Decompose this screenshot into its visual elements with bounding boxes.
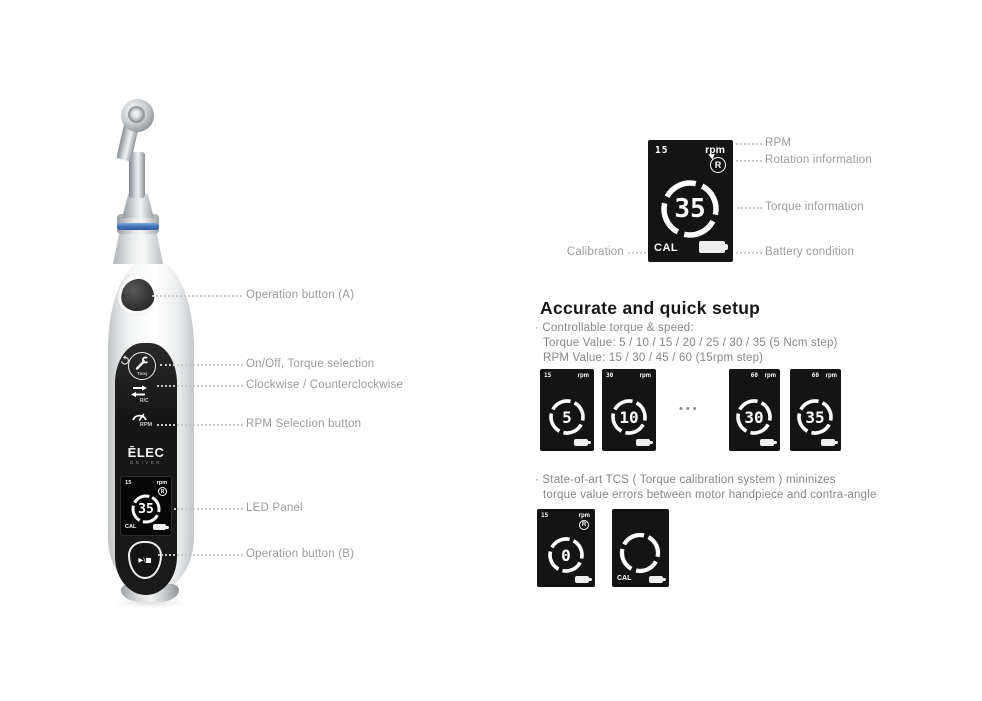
rpm-label: RPM [139,422,153,428]
torque-select-button [128,352,156,380]
screen-rpm-unit: rpm [578,513,590,519]
screen-rpm-unit: rpm [825,373,837,379]
callout-calibration: Calibration [566,246,624,258]
contra-angle-head-cap [128,106,145,123]
cal-label: CAL [654,242,679,254]
battery-icon [575,576,589,583]
led-battery-icon [153,524,166,530]
brand-logo [115,446,177,466]
battery-icon [649,576,663,583]
ellipsis: ••• [679,403,700,415]
lcd-display-main [648,140,733,262]
lcd-display-calibration-0 [537,509,595,587]
callout-on-off-torque: On/Off, Torque selection [246,358,375,370]
display-rpm-unit: rpm [705,144,725,156]
empty-ring [617,530,663,576]
lcd-display-calibration-empty [612,509,669,587]
callout-battery: Battery condition [765,246,855,258]
screen-rpm-unit: rpm [577,373,589,379]
lcd-display-torque-10 [602,369,656,451]
leader-line [174,508,243,510]
lcd-display-torque-5 [540,369,594,451]
screen-rpm-value: 30 [606,372,614,379]
battery-icon [699,241,725,253]
torque-value: 35 [805,407,825,427]
rpm-values-line: RPM Value: 15 / 30 / 45 / 60 (15rpm step) [543,352,764,364]
battery-icon [636,439,650,446]
rotation-icon: R [710,157,726,173]
led-cal-label: CAL [125,523,137,530]
callout-led-panel: LED Panel [246,502,303,514]
torque-value: 5 [562,407,572,427]
display-rpm-value: 15 [655,145,669,156]
torque-value: 10 [619,407,639,427]
screen-rpm-unit: rpm [764,373,776,379]
control-panel [115,343,177,595]
screen-rpm-value: 60 [811,372,819,379]
screen-rpm-value: 60 [750,372,758,379]
torque-value: 35 [674,194,706,224]
callout-cw-ccw: Clockwise / Counterclockwise [246,379,404,391]
tcs-line-2: torque value errors between motor handpiece and contra-angle [543,489,877,501]
leader-line [736,252,762,254]
callout-rpm: RPM [765,137,792,149]
handpiece-flare [113,232,163,264]
controllable-line: · Controllable torque & speed: [535,322,694,334]
screen-rpm-value: 15 [541,512,549,519]
play-stop-icon: ▶\■ [138,556,152,564]
battery-icon [574,439,588,446]
callout-rotation: Rotation information [765,154,872,166]
leader-line [157,424,243,426]
cal-label: CAL [617,575,632,582]
leader-line [628,252,646,254]
leader-line [158,554,243,556]
leader-line [736,143,762,145]
brand-logo-subtext: DRIVER [129,460,162,465]
led-rpm-unit: rpm [156,480,167,486]
leader-line [160,364,243,366]
battery-icon [760,439,774,446]
rotation-icon: R [579,520,589,530]
screen-rpm-unit: rpm [639,373,651,379]
torque-value: 0 [561,545,571,565]
callout-operation-a: Operation button (A) [246,289,355,301]
leader-line [738,207,762,209]
torque-values-line: Torque Value: 5 / 10 / 15 / 20 / 25 / 30 / 35 (5 Ncm step) [543,337,838,349]
leader-line [152,295,242,297]
blue-ring [117,223,159,230]
screen-rpm-value: 15 [544,372,552,379]
lcd-display-torque-35 [790,369,841,451]
lcd-display-torque-30 [729,369,780,451]
tcs-line-1: · State-of-art TCS ( Torque calibration system ) mininizes [535,474,836,486]
torq-label: Torq [137,370,147,376]
torque-value: 30 [744,407,764,427]
led-panel [120,476,172,536]
led-rpm-value: 15 [125,480,132,486]
rpm-gauge-icon [131,410,148,421]
section-title: Accurate and quick setup [540,298,761,318]
leader-line [157,385,243,387]
rotation-direction-arrows-icon [130,385,148,398]
callout-operation-b: Operation button (B) [246,548,355,560]
callout-torque: Torque information [765,201,864,213]
battery-icon [821,439,835,446]
led-torque-value: 35 [138,501,154,517]
leader-line [736,160,762,162]
led-rotation-icon: R [158,487,167,496]
rc-label: R/C [140,398,149,404]
callout-rpm-selection: RPM Selection button [246,418,362,430]
operation-button-b [128,541,162,579]
brand-logo-text: ĒLEC [127,445,165,460]
wrench-icon [134,356,150,370]
